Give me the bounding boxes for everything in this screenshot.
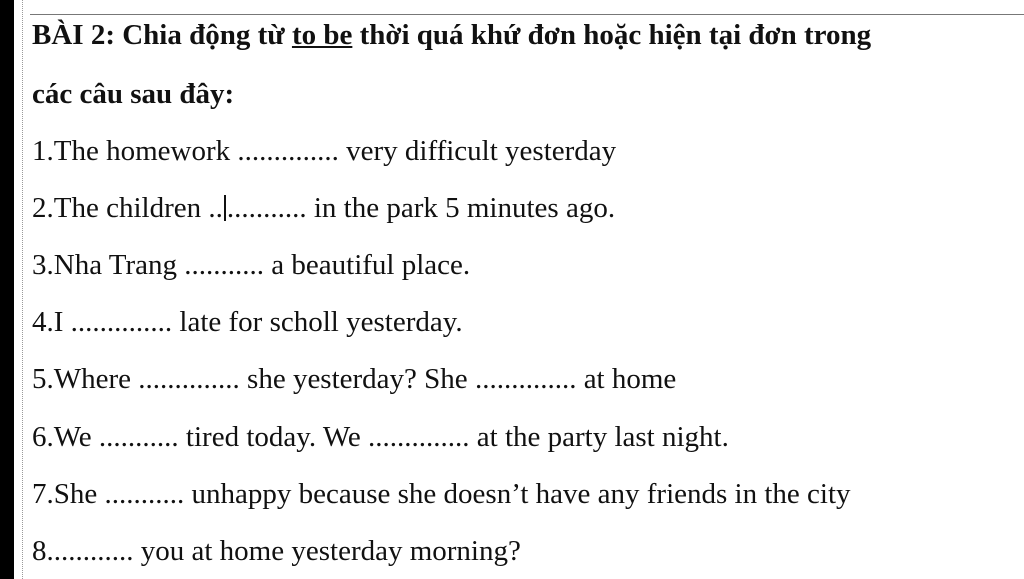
item-number: 8.	[32, 535, 54, 567]
item-text: you at home yesterday morning?	[133, 535, 521, 567]
item-text: in the park 5 minutes ago.	[306, 192, 616, 224]
item-text: She	[53, 478, 105, 510]
item-text: a beautiful place.	[264, 249, 471, 281]
answer-blank[interactable]: ..............	[70, 306, 173, 338]
item-text: at the party last night.	[469, 421, 729, 453]
item-text: very difficult yesterday	[338, 135, 617, 167]
top-rule	[30, 14, 1024, 15]
text-cursor	[224, 195, 226, 221]
answer-blank[interactable]: ..............	[368, 421, 470, 453]
exercise-item-7	[32, 477, 851, 511]
answer-blank[interactable]: ..............	[138, 363, 240, 395]
item-text: The homework	[53, 135, 238, 167]
exercise-item-1	[32, 134, 616, 168]
item-number: 4.	[32, 306, 54, 338]
exercise-item-5	[32, 362, 676, 396]
title-verb-to-be: to be	[291, 19, 353, 51]
item-text: late for scholl yesterday.	[172, 306, 463, 338]
item-number: 3.	[32, 249, 54, 281]
exercise-item-3	[32, 248, 470, 282]
exercise-item-2	[32, 191, 615, 225]
item-text: she yesterday? She	[239, 363, 475, 395]
item-text: Nha Trang	[53, 249, 185, 281]
item-text: I	[53, 306, 71, 338]
exercise-item-6	[32, 420, 729, 454]
answer-blank[interactable]: ...........	[53, 535, 134, 567]
left-border-bar	[0, 0, 14, 579]
page-edge-line	[22, 0, 23, 579]
item-text: unhappy because she doesn’t have any friends in the city	[184, 478, 851, 510]
answer-blank[interactable]: ...........	[98, 421, 179, 453]
item-text: The children ..	[53, 192, 223, 224]
item-text: Where	[53, 363, 139, 395]
item-number: 5.	[32, 363, 54, 395]
item-number: 7.	[32, 478, 54, 510]
answer-blank[interactable]: ..............	[474, 363, 577, 395]
exercise-title-line-2: các câu sau đây:	[32, 78, 235, 110]
exercise-item-4	[32, 305, 463, 339]
exercise-title-line-1	[32, 18, 871, 52]
item-number: 1.	[32, 135, 54, 167]
item-text: tired today. We	[178, 421, 369, 453]
answer-blank[interactable]: ...........	[104, 478, 185, 510]
answer-blank[interactable]: ...........	[226, 192, 307, 224]
item-number: 2.	[32, 192, 54, 224]
item-number: 6.	[32, 421, 54, 453]
item-text: We	[53, 421, 99, 453]
title-suffix: thời quá khứ đơn hoặc hiện tại đơn trong	[352, 19, 872, 51]
answer-blank[interactable]: ..............	[237, 135, 339, 167]
title-prefix: BÀI 2: Chia động từ	[32, 19, 292, 51]
exercise-item-8	[32, 534, 521, 568]
answer-blank[interactable]: ...........	[184, 249, 265, 281]
item-text: at home	[576, 363, 677, 395]
